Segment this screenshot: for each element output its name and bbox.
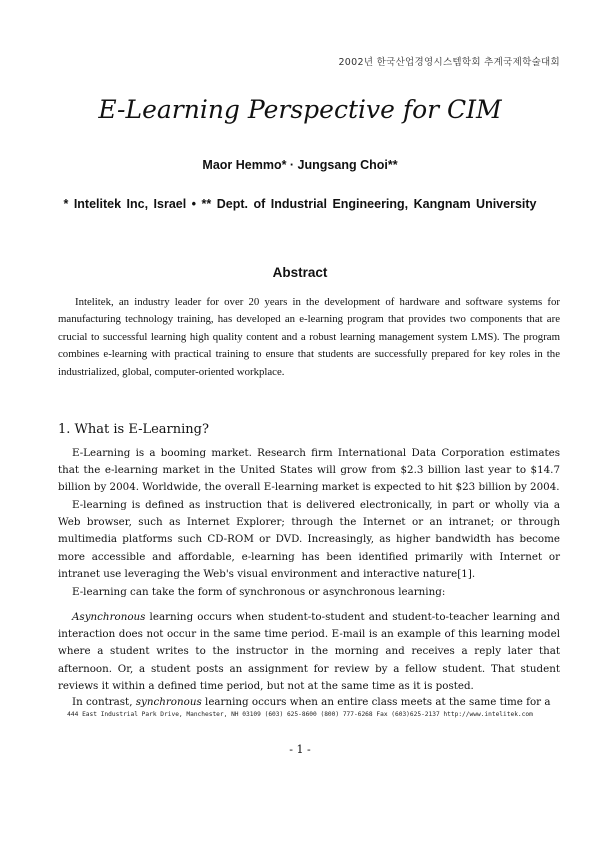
asynchronous-term: Asynchronous [72, 611, 146, 623]
paragraph-5-text: learning occurs when an entire class meets at the same time for a [201, 696, 551, 708]
paragraph-5-lead: In contrast, [72, 696, 136, 708]
abstract-body: Intelitek, an industry leader for over 20 years in the development of hardware and software systems for manufacturing technology training, has developed an e-learning program that provides two components that are crucial to successful learning high quality content and a robust learning management system LMS). The program combines e-learning with practical training to ensure that students are successfully prepared for key roles in the industrialized, global, computer-oriented workplace. [58, 296, 560, 378]
page-number: - 1 - [289, 743, 311, 756]
paper-title: E-Learning Perspective for CIM [98, 95, 502, 124]
footer-address: 444 East Industrial Park Drive, Manchester, NH 03109 (603) 625-8600 (800) 777-6268 Fax (603)625-2137 http://www.intelitek.com [67, 711, 533, 718]
abstract-heading: Abstract [272, 265, 328, 280]
paragraph-4-text: learning occurs when student-to-student and student-to-teacher learning and interaction does not occur in the same time period. E-mail is an example of this learning model where a student writes to the instructor in the morning and receives a reply later that afternoon. Or, a student posts an assignment for review by a fellow student. That student reviews it within a defined time period, but not at the same time as it is posted. [58, 611, 560, 692]
paragraph-1: E-Learning is a booming market. Research firm International Data Corporation estimates that the e-learning market in the United States will grow from $2.3 billion last year to $14.7 billion by 2004. Worldwide, the overall E-learning market is expected to hit $23 billion by 2004. [58, 447, 560, 494]
section-heading: 1. What is E-Learning? [58, 422, 209, 437]
affiliation-line: * Intelitek Inc, Israel • ** Dept. of Industrial Engineering, Kangnam University [63, 197, 537, 211]
paragraph-4 [58, 609, 560, 695]
paragraph-3: E-learning can take the form of synchronous or asynchronous learning: [72, 586, 446, 598]
paragraph-2: E-learning is defined as instruction that is delivered electronically, in part or wholly via a Web browser, such as Internet Explorer; through the Internet or an intranet; or through multimedia platforms such CD-ROM or DVD. Increasingly, as higher bandwidth has become more accessible and affordable, e-learning has been identified primarily with Internet or intranet use leveraging the Web's visual environment and interactive nature[1]. [58, 499, 560, 580]
conference-header: 2002년 한국산업경영시스템학회 추계국제학술대회 [338, 57, 560, 68]
author-line: Maor Hemmo* · Jungsang Choi** [202, 158, 398, 172]
synchronous-term: synchronous [135, 696, 202, 708]
paragraph-5 [58, 694, 560, 711]
